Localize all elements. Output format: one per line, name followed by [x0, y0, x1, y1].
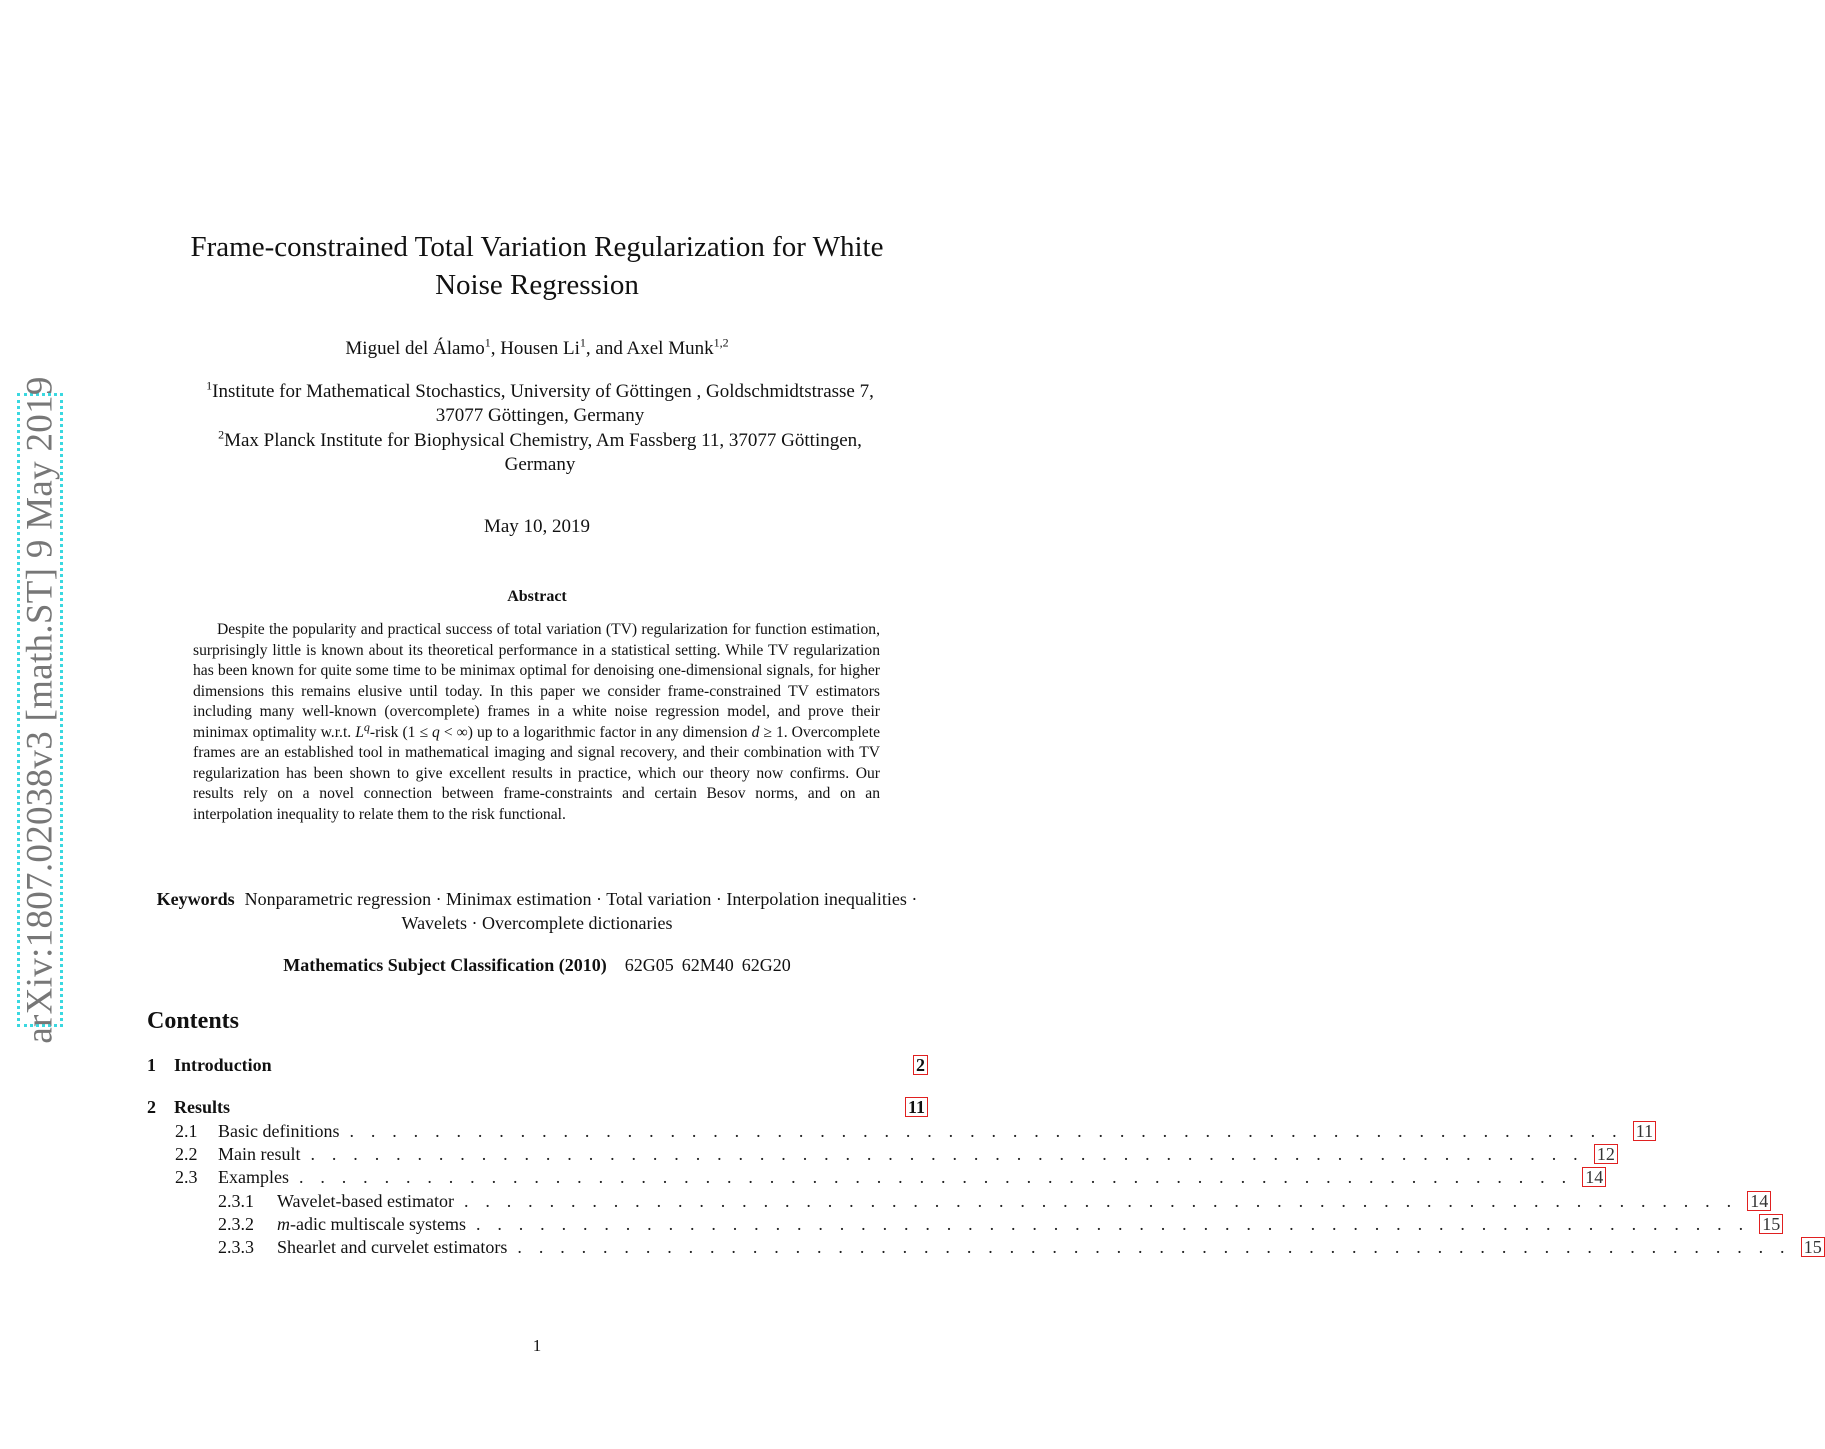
keywords-text: Nonparametric regression · Minimax estimation · Total variation · Interpolation inequalities · Wavelets · Overcomplete dictionaries — [244, 889, 918, 933]
author-affiliation-mark: 1,2 — [713, 335, 729, 350]
title-line-1: Frame-constrained Total Variation Regularization for White — [190, 231, 884, 263]
author-name: Miguel del Álamo — [345, 338, 485, 359]
toc-page-link[interactable]: 15 — [1801, 1237, 1825, 1257]
msc-label: Mathematics Subject Classification (2010) — [283, 955, 607, 975]
toc-entry-basic-definitions[interactable] — [175, 1121, 1654, 1143]
toc-number: 1 — [147, 1055, 156, 1075]
toc-dot-leader: . . . . . . . . . . . . . . . . . . . . . . . . . . . . . . . . . . . . . . . . . . . . . . . . . . . . . . . . . . . . — [463, 1191, 1738, 1211]
affiliation-text: Max Planck Institute for Biophysical Chemistry, Am Fassberg 11, 37077 Göttingen, — [224, 430, 862, 451]
toc-dot-leader: . . . . . . . . . . . . . . . . . . . . . . . . . . . . . . . . . . . . . . . . . . . . . . . . . . . . . . . . . . . . — [517, 1237, 1791, 1257]
author-list — [150, 335, 924, 360]
affiliation-text: Germany — [504, 454, 576, 475]
author-affiliation-mark: 1 — [484, 335, 491, 350]
affiliation-1 — [145, 380, 935, 428]
toc-dot-leader: . . . . . . . . . . . . . . . . . . . . . . . . . . . . . . . . . . . . . . . . . . . . . . . . . . . . . . . . . . . . — [310, 1144, 1584, 1164]
math-symbol: L — [355, 723, 364, 741]
toc-entry-introduction[interactable] — [147, 1055, 928, 1077]
toc-page-link[interactable]: 15 — [1759, 1214, 1783, 1234]
author-affiliation-mark: 1 — [579, 335, 586, 350]
toc-label: Shearlet and curvelet estimators — [277, 1237, 508, 1257]
page-number: 1 — [532, 1336, 542, 1355]
toc-number: 2.3.2 — [218, 1214, 254, 1234]
affiliation-text: 37077 Göttingen, Germany — [435, 405, 645, 426]
paper-title — [150, 228, 924, 304]
toc-dot-leader: . . . . . . . . . . . . . . . . . . . . . . . . . . . . . . . . . . . . . . . . . . . . . . . . . . . . . . . . . . . . — [475, 1214, 1750, 1234]
affiliation-2 — [145, 429, 935, 477]
math-superscript: q — [363, 719, 370, 734]
math-symbol: q — [432, 723, 440, 741]
toc-entry-m-adic-multiscale-systems[interactable] — [218, 1214, 1781, 1236]
math-symbol: m — [277, 1214, 290, 1234]
abstract-segment: < ∞) up to a logarithmic factor in any dimension — [439, 723, 752, 741]
toc-dot-leader: . . . . . . . . . . . . . . . . . . . . . . . . . . . . . . . . . . . . . . . . . . . . . . . . . . . . . . . . . . . . — [349, 1121, 1623, 1141]
toc-entry-examples[interactable] — [175, 1167, 1604, 1189]
arxiv-stamp[interactable]: arXiv:1807.02038v3 [math.ST] 9 May 2019 — [19, 376, 61, 1044]
toc-page-link[interactable]: 11 — [1633, 1121, 1656, 1141]
keywords-label: Keywords — [156, 889, 235, 909]
toc-number: 2.3.1 — [218, 1191, 254, 1211]
author-name: , and Axel Munk — [585, 338, 714, 359]
toc-label — [277, 1214, 466, 1235]
toc-page-link[interactable]: 14 — [1747, 1191, 1771, 1211]
math-symbol: d — [751, 723, 760, 741]
affiliation-mark: 2 — [218, 427, 225, 442]
abstract-segment: Despite the popularity and practical success of total variation (TV) regularization for function estimation, surprisingly little is known about its theoretical performance in a statistical setting. While TV regularization has been known for quite some time to be minimax optimal for denoising one-dimensional signals, for higher dimensions this remains elusive until today. In this paper we consider frame-constrained TV estimators including many well-known (overcomplete) frames in a white noise regression model, and prove their minimax optimality w.r.t. — [193, 621, 880, 741]
toc-entry-wavelet-based-estimator[interactable] — [218, 1191, 1769, 1213]
toc-label: Introduction — [174, 1055, 272, 1075]
msc-code: 62G05 — [624, 955, 674, 975]
toc-number: 2.2 — [175, 1144, 198, 1164]
abstract-text — [193, 620, 880, 825]
contents-heading: Contents — [147, 1008, 240, 1034]
toc-page-link[interactable]: 11 — [905, 1097, 928, 1117]
toc-number: 2.1 — [175, 1121, 198, 1141]
toc-entry-main-result[interactable] — [175, 1144, 1615, 1166]
affiliation-mark: 1 — [206, 378, 213, 393]
keywords — [150, 887, 924, 935]
publication-date: May 10, 2019 — [483, 516, 591, 537]
toc-page-link[interactable]: 14 — [1582, 1167, 1606, 1187]
toc-label: Main result — [218, 1144, 301, 1164]
abstract-segment: ≥ 1. Overcomplete frames are an established tool in mathematical imaging and signal recovery, and their combination with TV regularization has been shown to give excellent results in practice, which our theory now confirms. Our results rely on a novel connection between frame-constraints and certain Besov norms, and on an interpolation inequality to relate them to the risk functional. — [193, 723, 880, 823]
toc-label-text: -adic multiscale systems — [290, 1214, 466, 1234]
affiliation-text: Institute for Mathematical Stochastics, University of Göttingen , Goldschmidtstrasse 7, — [212, 381, 874, 402]
toc-entry-shearlet-curvelet-estimators[interactable] — [218, 1237, 1822, 1259]
abstract-segment: -risk (1 ≤ — [369, 723, 433, 741]
msc-code: 62G20 — [741, 955, 791, 975]
msc-code: 62M40 — [681, 955, 734, 975]
toc-label: Wavelet-based estimator — [277, 1191, 454, 1211]
toc-number: 2.3.3 — [218, 1237, 254, 1257]
abstract-heading: Abstract — [507, 588, 567, 605]
toc-number: 2.3 — [175, 1167, 198, 1187]
toc-label: Results — [174, 1097, 231, 1117]
toc-number: 2 — [147, 1097, 156, 1117]
subject-classification — [150, 955, 924, 976]
toc-page-link[interactable]: 12 — [1594, 1144, 1618, 1164]
toc-page-link[interactable]: 2 — [913, 1055, 928, 1075]
toc-label: Basic definitions — [218, 1121, 340, 1141]
title-line-2: Noise Regression — [435, 269, 639, 301]
toc-dot-leader: . . . . . . . . . . . . . . . . . . . . . . . . . . . . . . . . . . . . . . . . . . . . . . . . . . . . . . . . . . . . — [298, 1167, 1573, 1187]
toc-entry-results[interactable] — [147, 1097, 928, 1119]
toc-label: Examples — [218, 1167, 289, 1187]
author-name: , Housen Li — [490, 338, 580, 359]
